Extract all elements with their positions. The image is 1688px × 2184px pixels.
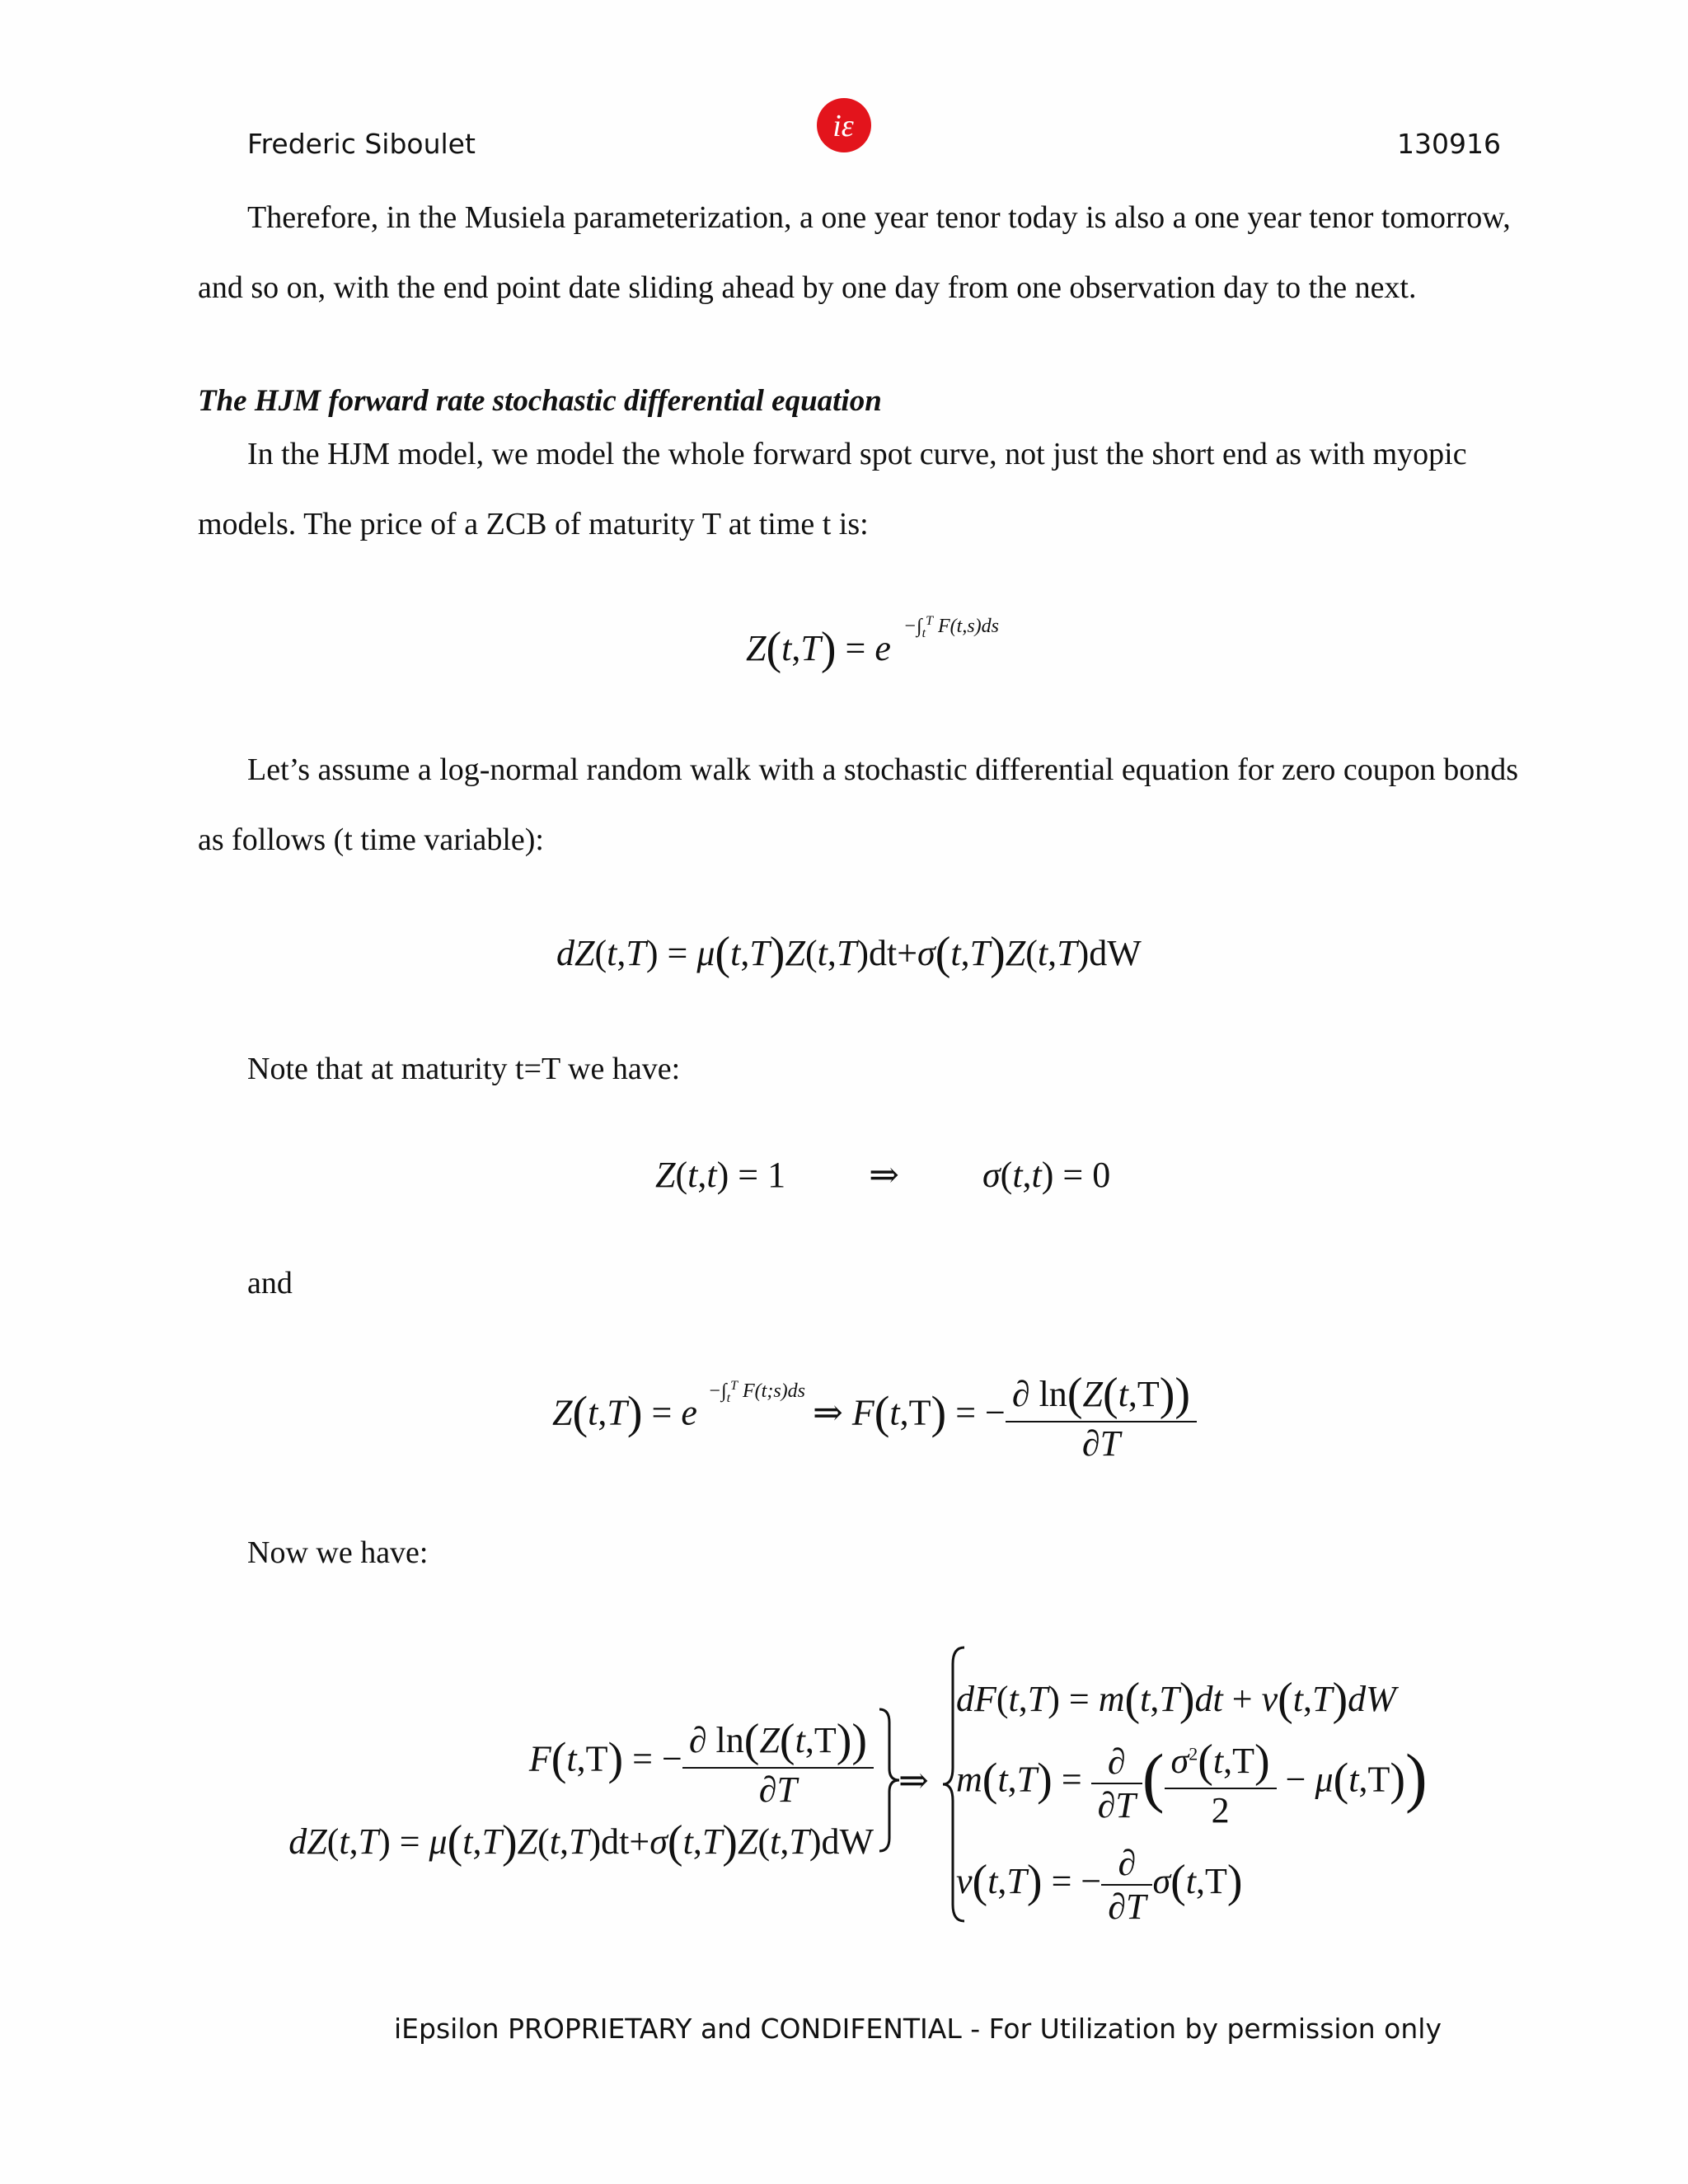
equation-drift-m: m(t,T) = $\frac{\partial}{\partial T}$ ( $\frac{\sigma^2(t,T)}{2}$ − μ(t,T)) <box>956 1736 1428 1830</box>
footer-confidential-notice: iEpsilon PROPRIETARY and CONDIFENTIAL - For Utilization by permission only <box>394 2013 1442 2045</box>
equation-maturity-condition: Z(t,t) = 1 ⇒ σ(t,t) = 0 <box>655 1155 1111 1195</box>
paragraph-line: In the HJM model, we model the whole forward spot curve, not just the short end as with myopic <box>247 437 1467 471</box>
header-author: Frederic Siboulet <box>247 128 476 160</box>
implies-arrow: ⇒ <box>898 1760 929 1801</box>
logo-text: iε <box>832 109 854 143</box>
paragraph-line: Let’s assume a log-normal random walk with a stochastic differential equation for zero coupon bonds <box>247 752 1519 787</box>
equation-volatility-nu: ν(t,T) = − $\frac{\partial}{\partial T}$ σ(t,T) <box>956 1843 1243 1927</box>
equation-system-left: F(t,T) = − $\frac{\partial \ln(Z(t,T))}{\partial T}$ dZ(t,T) = μ(t,T)Z(t,T)dt+σ(t,T)Z(t,T)dW <box>288 1715 874 1868</box>
equation-forward-rate-definition: Z(t,T) = e $^{-\int_t^T F(t;s)ds}$ ⇒ F(t,T) = − $\frac{\partial \ln(Z(t,T))}{\partial T}$ <box>552 1368 1197 1465</box>
paragraph-line: and <box>247 1266 293 1301</box>
equation-forward-sde: dF(t,T) = m(t,T)dt + ν(t,T)dW <box>956 1674 1396 1725</box>
section-heading: The HJM forward rate stochastic differential equation <box>198 384 882 418</box>
equation-zcb-price: Z(t,T) = e $^{-\int_t^T F(t,s)ds}$ <box>746 614 1000 674</box>
equation-zcb-sde: dZ(t,T) = μ(t,T)Z(t,T)dt+σ(t,T)Z(t,T)dW <box>556 928 1142 979</box>
logo <box>816 97 872 157</box>
header-doc-id: 130916 <box>1397 128 1501 160</box>
paragraph-line: Note that at maturity t=T we have: <box>247 1052 681 1086</box>
iepsilon-logo-icon <box>816 97 872 153</box>
paragraph-line: as follows (t time variable): <box>198 823 544 857</box>
paragraph-line: and so on, with the end point date sliding ahead by one day from one observation day to the next. <box>198 270 1417 305</box>
paragraph-line: Now we have: <box>247 1535 429 1570</box>
paragraph-line: Therefore, in the Musiela parameterization, a one year tenor today is also a one year tenor tomorrow, <box>247 200 1511 235</box>
paragraph-line: models. The price of a ZCB of maturity T at time t is: <box>198 507 869 541</box>
